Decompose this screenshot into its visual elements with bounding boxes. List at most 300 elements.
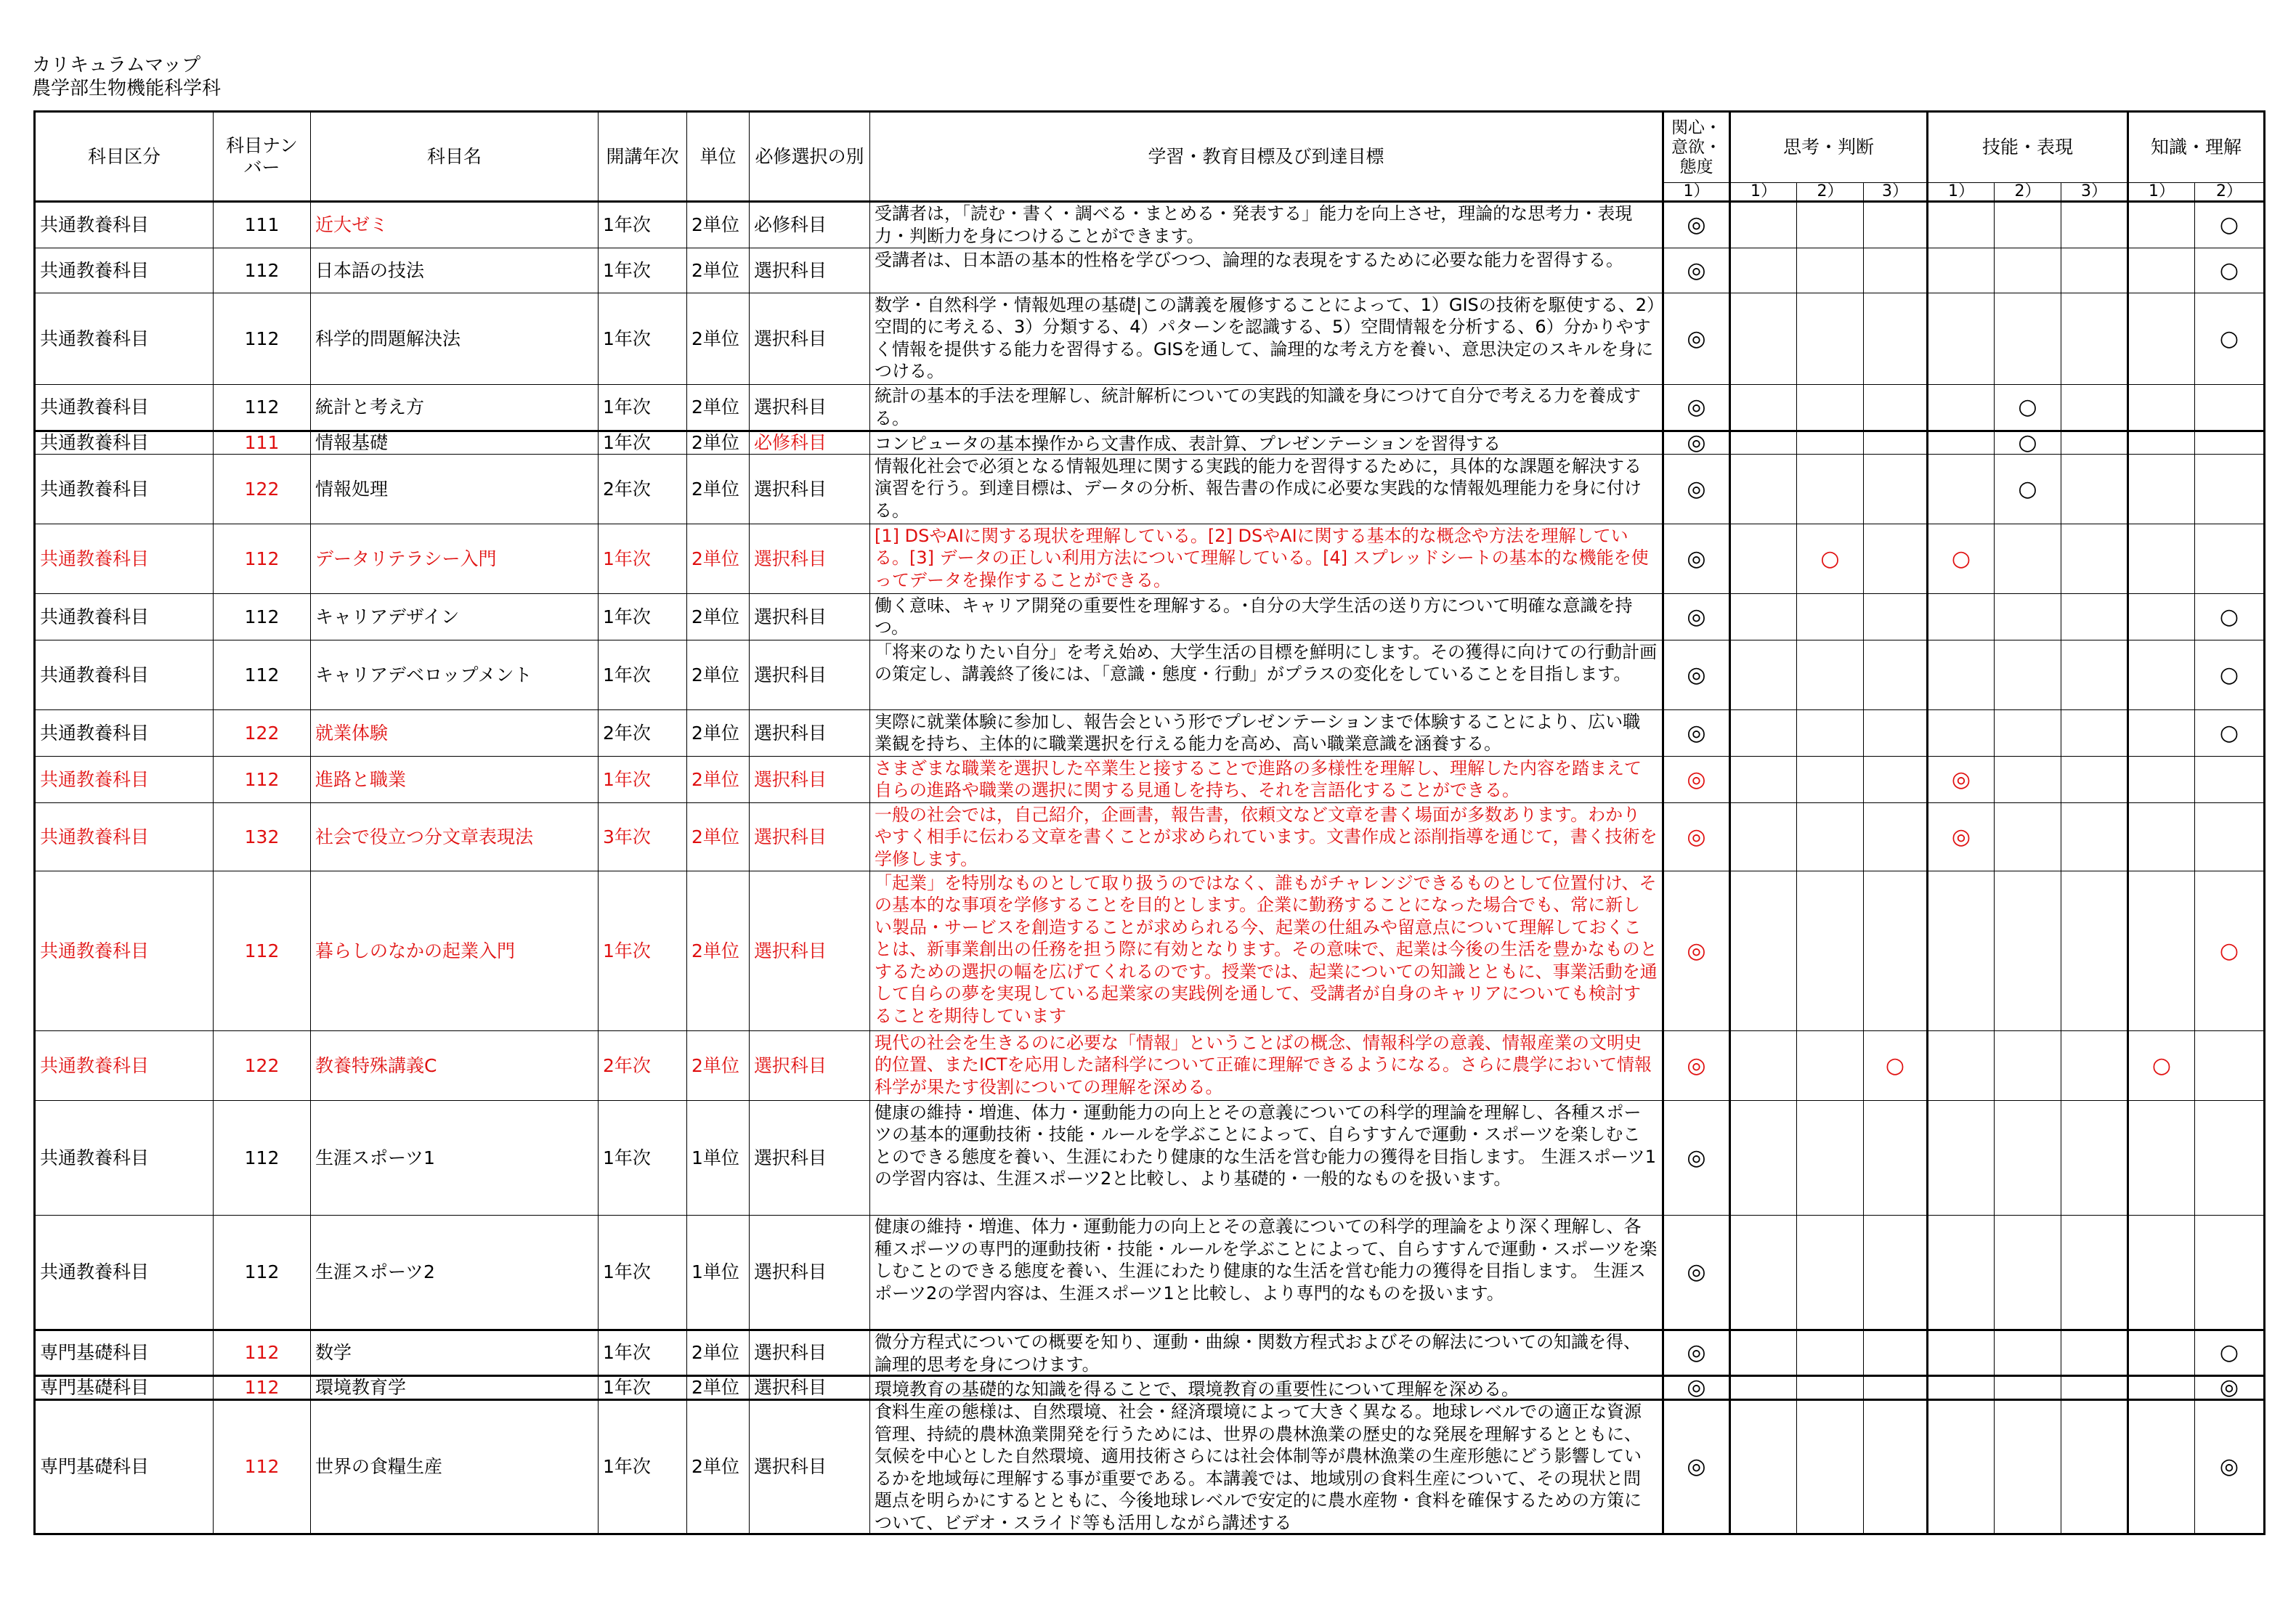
row-unit: 2単位 bbox=[687, 385, 750, 431]
row-number: 111 bbox=[214, 202, 311, 248]
row-year: 2年次 bbox=[599, 710, 687, 757]
row-required: 選択科目 bbox=[750, 455, 870, 524]
row-description bbox=[870, 385, 1663, 431]
row-unit: 2単位 bbox=[687, 1376, 750, 1400]
mark-knowledge-1 bbox=[2128, 1330, 2195, 1376]
mark-thinking-3 bbox=[1864, 1101, 1928, 1216]
mark-skill-3 bbox=[2061, 385, 2128, 431]
header-sub: 3） bbox=[2061, 183, 2128, 202]
row-year: 1年次 bbox=[599, 1216, 687, 1330]
mark-skill-2 bbox=[1995, 1330, 2061, 1376]
mark-skill-3 bbox=[2061, 594, 2128, 640]
row-description-text: 健康の維持・増進、体力・運動能力の向上とその意義についての科学的理論をより深く理解し、各種スポーツの専門的運動技術・技能・ルールを学ぶことによって、自らすすんで運動・スポーツを楽しむことのできる態度を養い、生涯にわたり健康的な生活を営む能力の獲得を目指します。 生涯スポーツ2の学習内容は、生涯スポーツ1と比較し、より専門的なものを扱います。 bbox=[875, 1216, 1658, 1303]
mark-knowledge-2: ○ bbox=[2195, 871, 2265, 1031]
row-name: 進路と職業 bbox=[311, 757, 599, 803]
header-unit: 単位 bbox=[687, 112, 750, 202]
row-number: 112 bbox=[214, 524, 311, 594]
mark-knowledge-1 bbox=[2128, 524, 2195, 594]
mark-skill-1 bbox=[1928, 594, 1995, 640]
row-name: キャリアデベロップメント bbox=[311, 640, 599, 710]
header-sub: 2） bbox=[1995, 183, 2061, 202]
row-category: 共通教養科目 bbox=[35, 248, 214, 293]
mark-thinking-2 bbox=[1797, 710, 1864, 757]
mark-skill-3 bbox=[2061, 455, 2128, 524]
mark-interest-1: ◎ bbox=[1663, 248, 1730, 293]
mark-thinking-2 bbox=[1797, 202, 1864, 248]
mark-skill-2 bbox=[1995, 871, 2061, 1031]
mark-skill-2 bbox=[1995, 1216, 2061, 1330]
table-row bbox=[35, 871, 2265, 1031]
mark-thinking-1 bbox=[1730, 293, 1797, 385]
mark-thinking-3 bbox=[1864, 293, 1928, 385]
row-number: 112 bbox=[214, 1330, 311, 1376]
row-category: 共通教養科目 bbox=[35, 1031, 214, 1101]
table-row bbox=[35, 1400, 2265, 1534]
mark-knowledge-2: ○ bbox=[2195, 710, 2265, 757]
mark-skill-1 bbox=[1928, 1101, 1995, 1216]
row-name: 教養特殊講義C bbox=[311, 1031, 599, 1101]
row-number: 112 bbox=[214, 757, 311, 803]
mark-skill-2 bbox=[1995, 1101, 2061, 1216]
mark-knowledge-1 bbox=[2128, 594, 2195, 640]
mark-knowledge-1: ○ bbox=[2128, 1031, 2195, 1101]
mark-knowledge-1 bbox=[2128, 803, 2195, 871]
row-year: 1年次 bbox=[599, 202, 687, 248]
row-description bbox=[870, 248, 1663, 293]
mark-knowledge-1 bbox=[2128, 293, 2195, 385]
mark-thinking-1 bbox=[1730, 385, 1797, 431]
header-interest: 関心・意欲・態度 bbox=[1663, 112, 1730, 183]
table-row bbox=[35, 640, 2265, 710]
row-description-text: [1] DSやAIに関する現状を理解している。[2] DSやAIに関する基本的な概念や方法を理解している。[3] データの正しい利用方法について理解している。[4] スプレッドシートの基本的な機能を使ってデータを操作することができる。 bbox=[875, 525, 1649, 590]
mark-interest-1: ◎ bbox=[1663, 385, 1730, 431]
curriculum-map-table bbox=[33, 110, 2265, 1535]
row-category: 共通教養科目 bbox=[35, 293, 214, 385]
table-row bbox=[35, 757, 2265, 803]
row-description-text: 受講者は，「読む・書く・調べる・まとめる・発表する」能力を向上させ，理論的な思考力・表現力・判断力を身につけることができます。 bbox=[875, 203, 1633, 246]
table-row bbox=[35, 1031, 2265, 1101]
mark-thinking-2 bbox=[1797, 385, 1864, 431]
mark-interest-1: ◎ bbox=[1663, 803, 1730, 871]
mark-skill-3 bbox=[2061, 1031, 2128, 1101]
mark-skill-1 bbox=[1928, 431, 1995, 455]
row-description-text: コンピュータの基本操作から文書作成、表計算、プレゼンテーションを習得する bbox=[875, 434, 1501, 453]
mark-thinking-1 bbox=[1730, 1376, 1797, 1400]
mark-skill-3 bbox=[2061, 640, 2128, 710]
mark-thinking-3 bbox=[1864, 710, 1928, 757]
mark-skill-3 bbox=[2061, 248, 2128, 293]
mark-knowledge-1 bbox=[2128, 202, 2195, 248]
mark-skill-2 bbox=[1995, 202, 2061, 248]
table-row bbox=[35, 385, 2265, 431]
row-unit: 2単位 bbox=[687, 757, 750, 803]
mark-skill-3 bbox=[2061, 202, 2128, 248]
header-thinking: 思考・判断 bbox=[1730, 112, 1928, 183]
mark-knowledge-1 bbox=[2128, 710, 2195, 757]
row-year: 1年次 bbox=[599, 871, 687, 1031]
mark-skill-1 bbox=[1928, 248, 1995, 293]
mark-knowledge-1 bbox=[2128, 1101, 2195, 1216]
mark-thinking-3 bbox=[1864, 640, 1928, 710]
row-number: 112 bbox=[214, 594, 311, 640]
mark-thinking-3 bbox=[1864, 757, 1928, 803]
row-description bbox=[870, 640, 1663, 710]
mark-thinking-1 bbox=[1730, 757, 1797, 803]
row-name: 統計と考え方 bbox=[311, 385, 599, 431]
mark-thinking-3 bbox=[1864, 202, 1928, 248]
mark-skill-2 bbox=[1995, 594, 2061, 640]
mark-knowledge-1 bbox=[2128, 640, 2195, 710]
mark-thinking-2 bbox=[1797, 1216, 1864, 1330]
mark-knowledge-2: ○ bbox=[2195, 248, 2265, 293]
row-description-text: 健康の維持・増進、体力・運動能力の向上とその意義についての科学的理論を理解し、各種スポーツの基本的運動技術・技能・ルールを学ぶことによって、自らすすんで運動・スポーツを楽しむことのできる態度を養い、生涯にわたり健康的な生活を営む能力の獲得を目指します。 生涯スポーツ1の学習内容は、生涯スポーツ2と比較し、より基礎的・一般的なものを扱います。 bbox=[875, 1102, 1657, 1189]
row-name: 生涯スポーツ2 bbox=[311, 1216, 599, 1330]
mark-skill-2 bbox=[1995, 293, 2061, 385]
mark-thinking-3 bbox=[1864, 1216, 1928, 1330]
mark-skill-3 bbox=[2061, 1400, 2128, 1534]
mark-thinking-3 bbox=[1864, 385, 1928, 431]
header-category: 科目区分 bbox=[35, 112, 214, 202]
row-unit: 2単位 bbox=[687, 524, 750, 594]
row-category: 共通教養科目 bbox=[35, 202, 214, 248]
row-number: 112 bbox=[214, 871, 311, 1031]
mark-skill-1: ◎ bbox=[1928, 757, 1995, 803]
header-sub: 1） bbox=[1928, 183, 1995, 202]
row-name: 近大ゼミ bbox=[311, 202, 599, 248]
mark-thinking-3 bbox=[1864, 1330, 1928, 1376]
mark-skill-3 bbox=[2061, 293, 2128, 385]
table-row bbox=[35, 1101, 2265, 1216]
mark-skill-1 bbox=[1928, 640, 1995, 710]
row-number: 112 bbox=[214, 248, 311, 293]
mark-interest-1: ◎ bbox=[1663, 1216, 1730, 1330]
mark-skill-1: ◎ bbox=[1928, 803, 1995, 871]
mark-thinking-1 bbox=[1730, 1216, 1797, 1330]
mark-skill-1 bbox=[1928, 1330, 1995, 1376]
header-sub: 3） bbox=[1864, 183, 1928, 202]
row-description-text: さまざまな職業を選択した卒業生と接することで進路の多様性を理解し、理解した内容を踏まえて自らの進路や職業の選択に関する見通しを持ち、それを言語化することができる。 bbox=[875, 757, 1642, 800]
row-category: 共通教養科目 bbox=[35, 1216, 214, 1330]
row-number: 112 bbox=[214, 640, 311, 710]
row-required: 選択科目 bbox=[750, 710, 870, 757]
row-year: 1年次 bbox=[599, 1376, 687, 1400]
mark-knowledge-2: ○ bbox=[2195, 1330, 2265, 1376]
mark-skill-1 bbox=[1928, 202, 1995, 248]
row-unit: 2単位 bbox=[687, 1330, 750, 1376]
mark-interest-1: ◎ bbox=[1663, 1400, 1730, 1534]
row-name: キャリアデザイン bbox=[311, 594, 599, 640]
row-number: 111 bbox=[214, 431, 311, 455]
mark-thinking-2 bbox=[1797, 1400, 1864, 1534]
row-year: 2年次 bbox=[599, 1031, 687, 1101]
mark-knowledge-2 bbox=[2195, 524, 2265, 594]
mark-skill-1 bbox=[1928, 1400, 1995, 1534]
header-sub: 2） bbox=[1797, 183, 1864, 202]
mark-knowledge-2: ○ bbox=[2195, 640, 2265, 710]
mark-knowledge-2 bbox=[2195, 803, 2265, 871]
mark-skill-3 bbox=[2061, 1101, 2128, 1216]
row-unit: 1単位 bbox=[687, 1216, 750, 1330]
row-description-text: 「将来のなりたい自分」を考え始め、大学生活の目標を鮮明にします。その獲得に向けての行動計画の策定し、講義終了後には、「意識・態度・行動」がプラスの変化をしていることを目指します。 bbox=[875, 641, 1658, 684]
mark-thinking-3 bbox=[1864, 594, 1928, 640]
row-unit: 2単位 bbox=[687, 431, 750, 455]
mark-thinking-2 bbox=[1797, 1376, 1864, 1400]
mark-skill-3 bbox=[2061, 1330, 2128, 1376]
header-goal: 学習・教育目標及び到達目標 bbox=[870, 112, 1663, 202]
row-required: 必修科目 bbox=[750, 202, 870, 248]
row-category: 共通教養科目 bbox=[35, 455, 214, 524]
mark-skill-1 bbox=[1928, 385, 1995, 431]
mark-knowledge-2 bbox=[2195, 1101, 2265, 1216]
mark-interest-1: ◎ bbox=[1663, 1031, 1730, 1101]
mark-thinking-3 bbox=[1864, 803, 1928, 871]
mark-thinking-1 bbox=[1730, 524, 1797, 594]
row-description bbox=[870, 524, 1663, 594]
row-number: 112 bbox=[214, 293, 311, 385]
row-description-text: 数学・自然科学・情報処理の基礎|この講義を履修することによって、1）GISの技術を駆使する、2）空間的に考える、3）分類する、4）パターンを認識する、5）空間情報を分析する、6）分かりやすく情報を提供する能力を習得する。GISを通して、論理的な考え方を養い、意思決定のスキルを身につける。 bbox=[875, 294, 1656, 381]
row-required: 選択科目 bbox=[750, 1330, 870, 1376]
mark-thinking-1 bbox=[1730, 710, 1797, 757]
row-description-text: 食料生産の態様は、自然環境、社会・経済環境によって大きく異なる。地球レベルでの適正な資源管理、持続的農林漁業開発を行うためには、世界の農林漁業の歴史的な発展を理解するとともに、気候を中心とした自然環境、適用技術さらには社会体制等が農林漁業の生産形態にどう影響しているかを地域毎に理解する事が重要である。本講義では、地域別の食料生産について、その現状と問題点を明らかにするとともに、今後地球レベルで安定的に農水産物・食料を確保するための方策について、ビデオ・スライド等も活用しながら講述する bbox=[875, 1402, 1642, 1533]
header-row bbox=[35, 112, 2265, 183]
mark-thinking-3 bbox=[1864, 871, 1928, 1031]
mark-thinking-2 bbox=[1797, 803, 1864, 871]
mark-skill-2 bbox=[1995, 1031, 2061, 1101]
mark-knowledge-2: ○ bbox=[2195, 594, 2265, 640]
mark-thinking-2 bbox=[1797, 248, 1864, 293]
mark-skill-1 bbox=[1928, 871, 1995, 1031]
row-required: 選択科目 bbox=[750, 524, 870, 594]
mark-thinking-1 bbox=[1730, 248, 1797, 293]
row-name: 数学 bbox=[311, 1330, 599, 1376]
row-category: 共通教養科目 bbox=[35, 524, 214, 594]
row-number: 112 bbox=[214, 1101, 311, 1216]
mark-knowledge-1 bbox=[2128, 248, 2195, 293]
row-unit: 2単位 bbox=[687, 710, 750, 757]
mark-knowledge-1 bbox=[2128, 757, 2195, 803]
mark-thinking-1 bbox=[1730, 1400, 1797, 1534]
header-skill: 技能・表現 bbox=[1928, 112, 2128, 183]
row-category: 共通教養科目 bbox=[35, 710, 214, 757]
mark-thinking-2 bbox=[1797, 871, 1864, 1031]
row-number: 112 bbox=[214, 1376, 311, 1400]
header-year: 開講年次 bbox=[599, 112, 687, 202]
mark-thinking-2 bbox=[1797, 594, 1864, 640]
row-year: 1年次 bbox=[599, 248, 687, 293]
mark-thinking-1 bbox=[1730, 803, 1797, 871]
row-unit: 2単位 bbox=[687, 1031, 750, 1101]
mark-knowledge-2: ◎ bbox=[2195, 1400, 2265, 1534]
row-year: 1年次 bbox=[599, 757, 687, 803]
header-sub: 1） bbox=[1730, 183, 1797, 202]
mark-skill-1 bbox=[1928, 293, 1995, 385]
mark-interest-1: ◎ bbox=[1663, 293, 1730, 385]
row-number: 122 bbox=[214, 455, 311, 524]
mark-skill-3 bbox=[2061, 871, 2128, 1031]
mark-knowledge-2: ○ bbox=[2195, 202, 2265, 248]
mark-thinking-2 bbox=[1797, 1101, 1864, 1216]
row-description bbox=[870, 594, 1663, 640]
row-category: 専門基礎科目 bbox=[35, 1400, 214, 1534]
row-description bbox=[870, 1216, 1663, 1330]
mark-knowledge-2 bbox=[2195, 385, 2265, 431]
row-category: 共通教養科目 bbox=[35, 1101, 214, 1216]
row-name: 情報基礎 bbox=[311, 431, 599, 455]
mark-skill-1 bbox=[1928, 1376, 1995, 1400]
row-unit: 2単位 bbox=[687, 871, 750, 1031]
row-unit: 2単位 bbox=[687, 640, 750, 710]
row-description bbox=[870, 871, 1663, 1031]
row-description bbox=[870, 293, 1663, 385]
row-unit: 2単位 bbox=[687, 1400, 750, 1534]
mark-skill-3 bbox=[2061, 1216, 2128, 1330]
mark-thinking-1 bbox=[1730, 1330, 1797, 1376]
row-unit: 2単位 bbox=[687, 803, 750, 871]
row-description bbox=[870, 710, 1663, 757]
header-required: 必修選択の別 bbox=[750, 112, 870, 202]
mark-skill-2 bbox=[1995, 1400, 2061, 1534]
row-name: 暮らしのなかの起業入門 bbox=[311, 871, 599, 1031]
table-row bbox=[35, 431, 2265, 455]
mark-skill-1 bbox=[1928, 455, 1995, 524]
row-unit: 2単位 bbox=[687, 248, 750, 293]
row-description-text: 受講者は、日本語の基本的性格を学びつつ、論理的な表現をするために必要な能力を習得する。 bbox=[875, 249, 1624, 270]
mark-skill-3 bbox=[2061, 710, 2128, 757]
row-description bbox=[870, 202, 1663, 248]
row-year: 1年次 bbox=[599, 524, 687, 594]
mark-interest-1: ◎ bbox=[1663, 640, 1730, 710]
mark-knowledge-2: ○ bbox=[2195, 293, 2265, 385]
header-knowledge: 知識・理解 bbox=[2128, 112, 2265, 183]
row-unit: 2単位 bbox=[687, 455, 750, 524]
mark-thinking-1 bbox=[1730, 594, 1797, 640]
row-required: 選択科目 bbox=[750, 248, 870, 293]
table-row bbox=[35, 1376, 2265, 1400]
mark-skill-3 bbox=[2061, 1376, 2128, 1400]
row-category: 共通教養科目 bbox=[35, 640, 214, 710]
row-description-text: 現代の社会を生きるのに必要な「情報」ということばの概念、情報科学の意義、情報産業の文明史的位置、またICTを応用した諸科学について正確に理解できるようになる。さらに農学において情報科学が果たす役割についての理解を深める。 bbox=[875, 1032, 1652, 1097]
mark-thinking-3 bbox=[1864, 455, 1928, 524]
mark-thinking-2 bbox=[1797, 293, 1864, 385]
table-row bbox=[35, 803, 2265, 871]
mark-skill-2 bbox=[1995, 248, 2061, 293]
row-required: 選択科目 bbox=[750, 1400, 870, 1534]
mark-thinking-2: ○ bbox=[1797, 524, 1864, 594]
mark-thinking-3 bbox=[1864, 1400, 1928, 1534]
row-name: 社会で役立つ分文章表現法 bbox=[311, 803, 599, 871]
row-description-text: 実際に就業体験に参加し、報告会という形でプレゼンテーションまで体験することにより、広い職業観を持ち、主体的に職業選択を行える能力を高め、高い職業意識を涵養する。 bbox=[875, 711, 1641, 754]
row-year: 3年次 bbox=[599, 803, 687, 871]
header-name: 科目名 bbox=[311, 112, 599, 202]
mark-thinking-3: ○ bbox=[1864, 1031, 1928, 1101]
table-row bbox=[35, 710, 2265, 757]
mark-knowledge-2 bbox=[2195, 1216, 2265, 1330]
mark-interest-1: ◎ bbox=[1663, 455, 1730, 524]
row-category: 共通教養科目 bbox=[35, 385, 214, 431]
mark-skill-2 bbox=[1995, 757, 2061, 803]
row-description bbox=[870, 803, 1663, 871]
mark-thinking-2 bbox=[1797, 1330, 1864, 1376]
mark-thinking-1 bbox=[1730, 202, 1797, 248]
mark-thinking-2 bbox=[1797, 431, 1864, 455]
mark-interest-1: ◎ bbox=[1663, 1330, 1730, 1376]
mark-knowledge-1 bbox=[2128, 871, 2195, 1031]
mark-thinking-1 bbox=[1730, 1101, 1797, 1216]
row-description-text: 「起業」を特別なものとして取り扱うのではなく、誰もがチャレンジできるものとして位置付け、その基本的な事項を学修することを目的とします。企業に勤務することになった場合でも、常に新しい製品・サービスを創造することが求められる今、起業の仕組みや留意点について理解しておくことは、新事業創出の任務を担う際に有効となります。その意味で、起業は今後の生活を豊かなものとするための選択の幅を広げてくれるのです。授業では、起業についての知識とともに、事業活動を通して自らの夢を実現している起業家の実践例を通して、受講者が自身のキャリアについても検討することを期待しています bbox=[875, 872, 1658, 1026]
mark-knowledge-1 bbox=[2128, 385, 2195, 431]
row-description bbox=[870, 1031, 1663, 1101]
row-description bbox=[870, 455, 1663, 524]
row-year: 1年次 bbox=[599, 1101, 687, 1216]
mark-skill-1 bbox=[1928, 1216, 1995, 1330]
mark-knowledge-1 bbox=[2128, 1216, 2195, 1330]
row-required: 選択科目 bbox=[750, 594, 870, 640]
row-number: 112 bbox=[214, 1400, 311, 1534]
mark-interest-1: ◎ bbox=[1663, 710, 1730, 757]
table-row bbox=[35, 455, 2265, 524]
header-number: 科目ナンバー bbox=[214, 112, 311, 202]
mark-skill-3 bbox=[2061, 431, 2128, 455]
row-category: 共通教養科目 bbox=[35, 594, 214, 640]
row-unit: 2単位 bbox=[687, 202, 750, 248]
mark-thinking-2 bbox=[1797, 757, 1864, 803]
mark-knowledge-1 bbox=[2128, 1376, 2195, 1400]
row-name: 環境教育学 bbox=[311, 1376, 599, 1400]
mark-thinking-3 bbox=[1864, 431, 1928, 455]
row-number: 112 bbox=[214, 1216, 311, 1330]
mark-interest-1: ◎ bbox=[1663, 431, 1730, 455]
mark-knowledge-1 bbox=[2128, 1400, 2195, 1534]
mark-interest-1: ◎ bbox=[1663, 757, 1730, 803]
row-year: 1年次 bbox=[599, 1330, 687, 1376]
mark-interest-1: ◎ bbox=[1663, 202, 1730, 248]
mark-thinking-1 bbox=[1730, 871, 1797, 1031]
mark-interest-1: ◎ bbox=[1663, 594, 1730, 640]
row-unit: 2単位 bbox=[687, 293, 750, 385]
row-description-text: 情報化社会で必須となる情報処理に関する実践的能力を習得するために，具体的な課題を解決する演習を行う。到達目標は、データの分析、報告書の作成に必要な実践的な情報処理能力を身に付ける。 bbox=[875, 455, 1642, 521]
mark-skill-2 bbox=[1995, 1376, 2061, 1400]
mark-interest-1: ◎ bbox=[1663, 524, 1730, 594]
row-description-text: 統計の基本的手法を理解し、統計解析についての実践的知識を身につけて自分で考える力を養成する。 bbox=[875, 386, 1642, 428]
row-required: 選択科目 bbox=[750, 385, 870, 431]
row-year: 1年次 bbox=[599, 431, 687, 455]
mark-skill-3 bbox=[2061, 757, 2128, 803]
row-description bbox=[870, 1376, 1663, 1400]
mark-knowledge-2 bbox=[2195, 455, 2265, 524]
mark-knowledge-2 bbox=[2195, 431, 2265, 455]
row-description bbox=[870, 757, 1663, 803]
row-category: 共通教養科目 bbox=[35, 803, 214, 871]
mark-knowledge-1 bbox=[2128, 431, 2195, 455]
row-description bbox=[870, 1400, 1663, 1534]
row-name: 就業体験 bbox=[311, 710, 599, 757]
mark-thinking-1 bbox=[1730, 431, 1797, 455]
row-name: 科学的問題解決法 bbox=[311, 293, 599, 385]
mark-skill-2: ○ bbox=[1995, 431, 2061, 455]
table-row bbox=[35, 248, 2265, 293]
title-department: 農学部生物機能科学科 bbox=[32, 78, 222, 99]
row-required: 選択科目 bbox=[750, 757, 870, 803]
table-row bbox=[35, 594, 2265, 640]
mark-thinking-1 bbox=[1730, 640, 1797, 710]
row-description bbox=[870, 1101, 1663, 1216]
row-description bbox=[870, 431, 1663, 455]
mark-interest-1: ◎ bbox=[1663, 1101, 1730, 1216]
table-row bbox=[35, 293, 2265, 385]
row-number: 132 bbox=[214, 803, 311, 871]
row-description bbox=[870, 1330, 1663, 1376]
row-name: 生涯スポーツ1 bbox=[311, 1101, 599, 1216]
